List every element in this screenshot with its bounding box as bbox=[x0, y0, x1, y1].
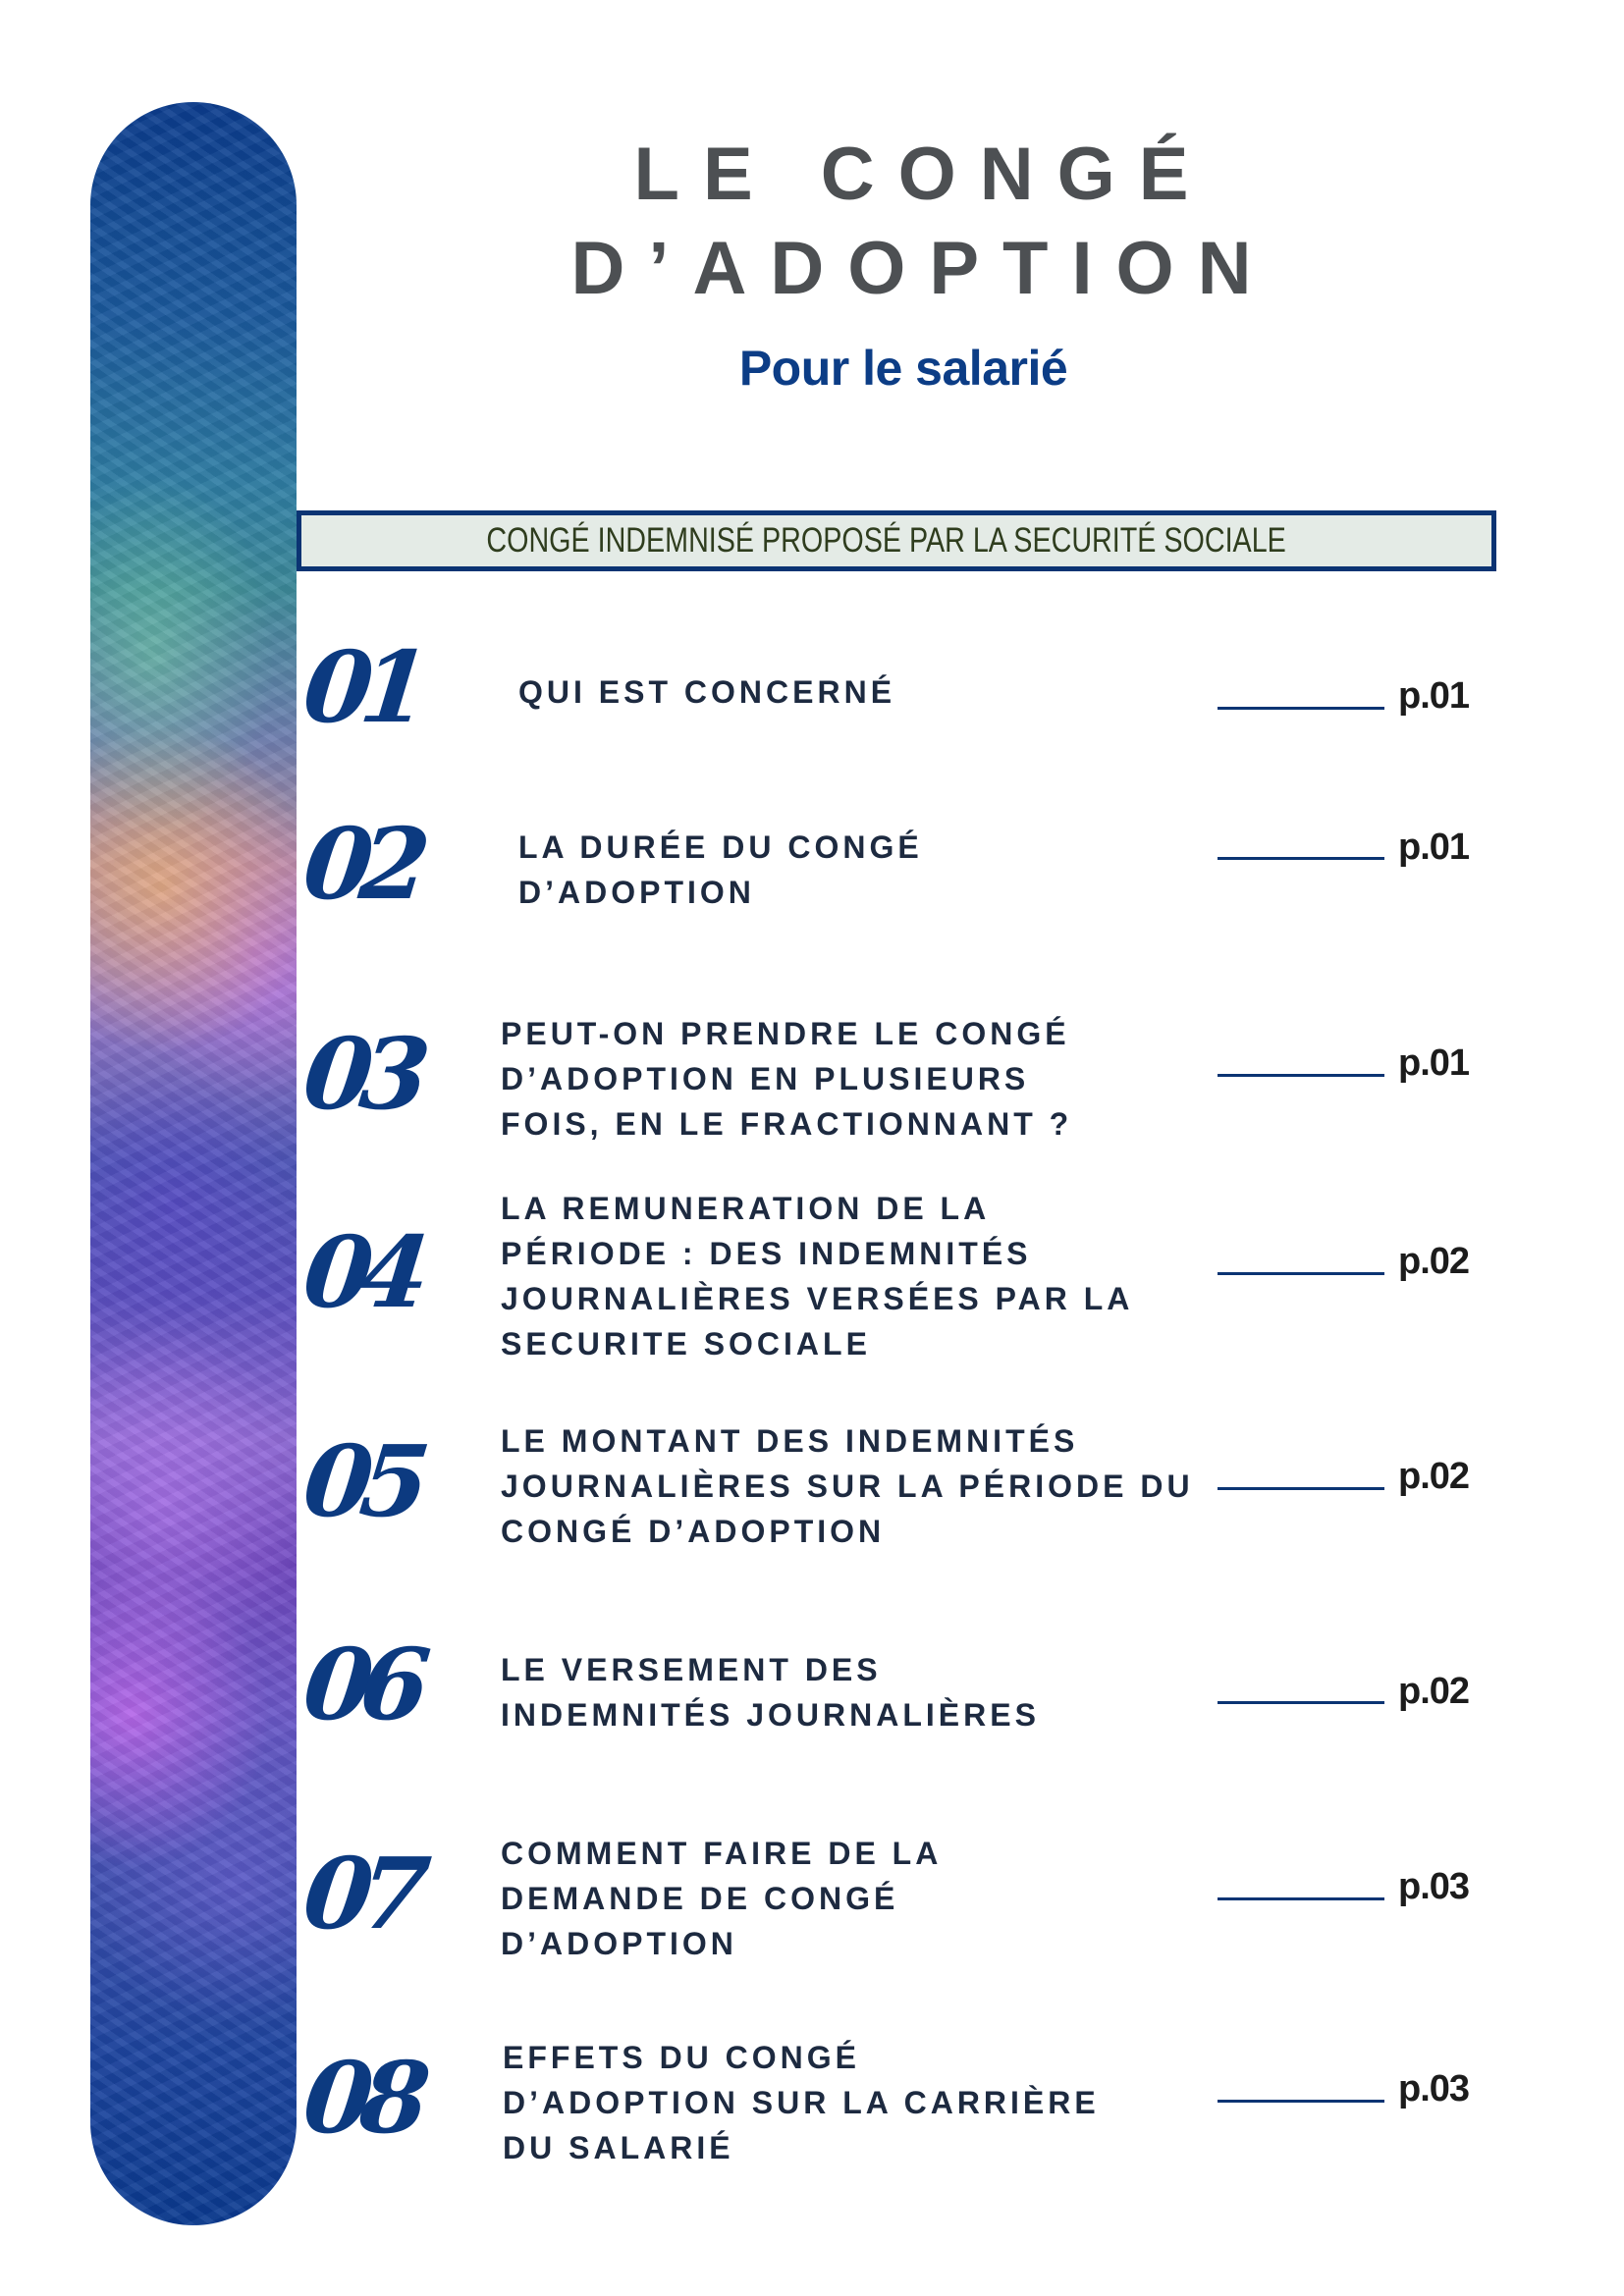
toc-number: 06 bbox=[298, 1627, 424, 1742]
document-subtitle: Pour le salarié bbox=[738, 341, 1068, 396]
toc-label: COMMENT FAIRE DE LA DEMANDE DE CONGÉ D’ADOPTION bbox=[501, 1836, 943, 1961]
title-line-1: LE CONGÉ bbox=[633, 133, 1213, 216]
toc-page-number: p.03 bbox=[1398, 2068, 1470, 2109]
toc-page-number: p.03 bbox=[1398, 1866, 1470, 1907]
toc-label: LA REMUNERATION DE LA PÉRIODE : DES INDEMNITÉS JOURNALIÈRES VERSÉES PAR LA SECURITE SOCIALE bbox=[501, 1191, 1134, 1362]
section-banner bbox=[297, 510, 1496, 571]
toc-page-number: p.02 bbox=[1398, 1241, 1470, 1282]
toc-label: PEUT-ON PRENDRE LE CONGÉ D’ADOPTION EN PLUSIEURS FOIS, EN LE FRACTIONNANT ? bbox=[501, 1016, 1073, 1142]
title-line-2: D’ADOPTION bbox=[570, 227, 1275, 310]
toc-leader-line bbox=[1218, 1272, 1384, 1275]
document-title bbox=[550, 128, 1296, 324]
toc-leader-line bbox=[1218, 1701, 1384, 1704]
toc-number: 03 bbox=[298, 1016, 424, 1132]
sidebar-texture bbox=[90, 102, 297, 2225]
toc-label: LA DURÉE DU CONGÉ D’ADOPTION bbox=[518, 829, 923, 910]
toc-label: LE MONTANT DES INDEMNITÉS JOURNALIÈRES SUR LA PÉRIODE DU CONGÉ D’ADOPTION bbox=[501, 1423, 1194, 1549]
toc-leader-line bbox=[1218, 857, 1384, 860]
toc-number: 07 bbox=[298, 1836, 424, 1951]
toc-label: EFFETS DU CONGÉ D’ADOPTION SUR LA CARRIÈRE DU SALARIÉ bbox=[503, 2040, 1100, 2165]
toc-label: QUI EST CONCERNÉ bbox=[518, 674, 896, 710]
banner-text: CONGÉ INDEMNISÉ PROPOSÉ PAR LA SECURITÉ SOCIALE bbox=[486, 521, 1287, 560]
toc-page-number: p.01 bbox=[1398, 827, 1470, 868]
toc-leader-line bbox=[1218, 1074, 1384, 1077]
decorative-sidebar-bar bbox=[90, 102, 297, 2225]
toc-leader-line bbox=[1218, 2100, 1384, 2103]
toc-page-number: p.02 bbox=[1398, 1456, 1470, 1497]
toc-number: 02 bbox=[298, 806, 424, 922]
toc-number: 08 bbox=[298, 2040, 424, 2156]
toc-page-number: p.01 bbox=[1398, 675, 1470, 717]
toc-page-number: p.02 bbox=[1398, 1671, 1470, 1712]
toc-leader-line bbox=[1218, 1487, 1384, 1490]
toc-leader-line bbox=[1218, 707, 1384, 710]
toc-leader-line bbox=[1218, 1897, 1384, 1900]
toc-page-number: p.01 bbox=[1398, 1042, 1470, 1084]
toc-label: LE VERSEMENT DES INDEMNITÉS JOURNALIÈRES bbox=[501, 1652, 1040, 1733]
toc-number: 04 bbox=[298, 1214, 424, 1330]
toc-number: 05 bbox=[298, 1423, 424, 1539]
toc-number: 01 bbox=[298, 629, 424, 745]
